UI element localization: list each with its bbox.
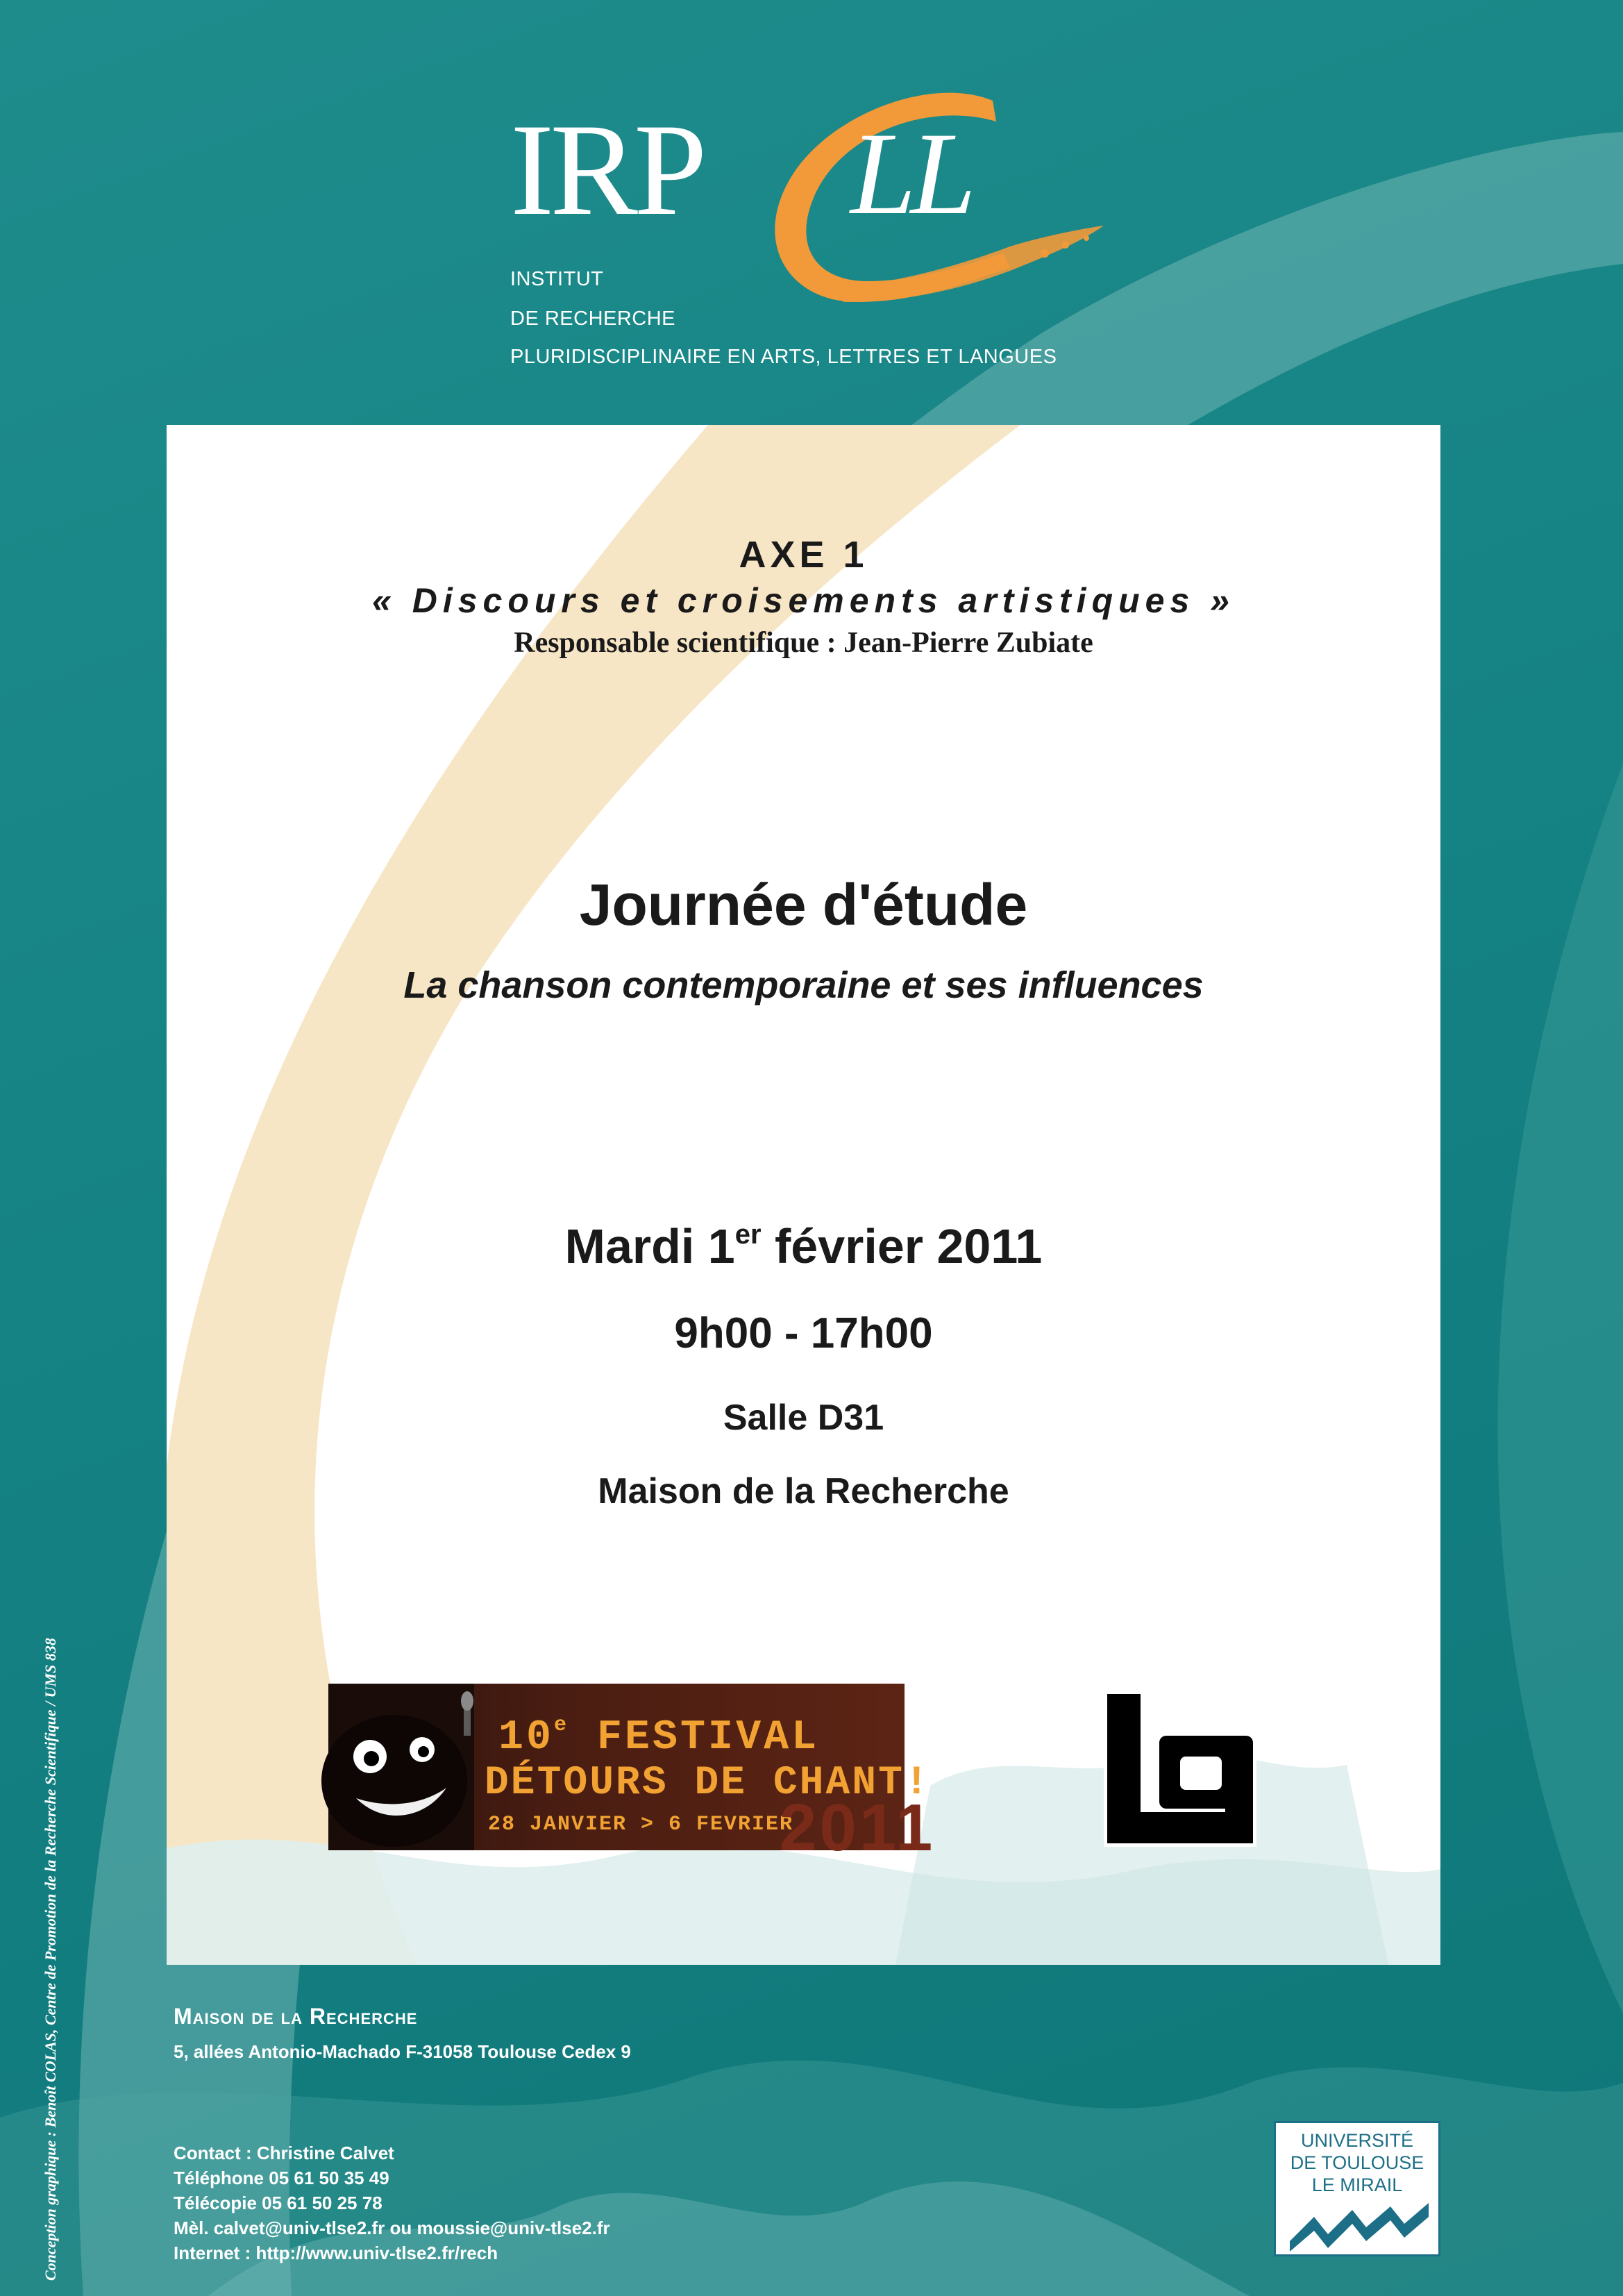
university-logo: [1274, 2121, 1440, 2256]
zigzag-icon: [1290, 2199, 1429, 2252]
event-hours: 9h00 - 17h00: [674, 1309, 933, 1357]
university-line2: DE TOULOUSE: [1290, 2152, 1424, 2173]
festival-banner: [328, 1684, 936, 1865]
responsible-scientist: Responsable scientifique : Jean-Pierre Zubiate: [514, 627, 1093, 659]
logo-subtitle-line2: DE RECHERCHE: [510, 308, 676, 330]
footer-address: 5, allées Antonio-Machado F-31058 Toulouse Cedex 9: [174, 2041, 631, 2062]
la-logo-icon: [1104, 1687, 1256, 1847]
footer-fax: Télécopie 05 61 50 25 78: [174, 2193, 382, 2213]
footer-phone: Téléphone 05 61 50 35 49: [174, 2168, 389, 2188]
event-subtitle: La chanson contemporaine et ses influences: [403, 964, 1204, 1006]
singer-face-icon: [328, 1684, 474, 1850]
festival-dates: 28 JANVIER > 6 FEVRIER: [488, 1813, 794, 1836]
event-room: Salle D31: [723, 1398, 884, 1438]
university-line3: LE MIRAIL: [1311, 2175, 1403, 2195]
event-date: Mardi 1er février 2011: [564, 1219, 1043, 1273]
university-line1: UNIVERSITÉ: [1300, 2130, 1414, 2151]
footer-email[interactable]: Mèl. calvet@univ-tlse2.fr ou moussie@univ-tlse2.fr: [174, 2218, 610, 2238]
axe-label: AXE 1: [739, 534, 868, 576]
footer-website[interactable]: Internet : http://www.univ-tlse2.fr/rech: [174, 2243, 498, 2263]
logo-subtitle-line1: INSTITUT: [510, 268, 604, 290]
festival-name: DÉTOURS DE CHANT!: [485, 1761, 931, 1806]
logo-subtitle-line3: PLURIDISCIPLINAIRE EN ARTS, LETTRES ET LANGUES: [510, 346, 1057, 368]
footer-contact: Contact : Christine Calvet: [174, 2143, 394, 2163]
logo-irp-text: IRP: [510, 97, 703, 243]
event-place: Maison de la Recherche: [598, 1471, 1009, 1511]
festival-edition: 10e FESTIVAL: [498, 1713, 820, 1761]
axis-title: « Discours et croisements artistiques »: [372, 581, 1235, 620]
festival-year: 2011: [780, 1791, 936, 1865]
event-type-title: Journée d'étude: [579, 872, 1028, 937]
logo-ll-text: LL: [850, 108, 971, 239]
footer-institution: Maison de la Recherche: [174, 2004, 418, 2029]
design-credit: Conception graphique : Benoît COLAS, Centre de Promotion de la Recherche Scientifique / UMS 838: [42, 1638, 59, 2281]
